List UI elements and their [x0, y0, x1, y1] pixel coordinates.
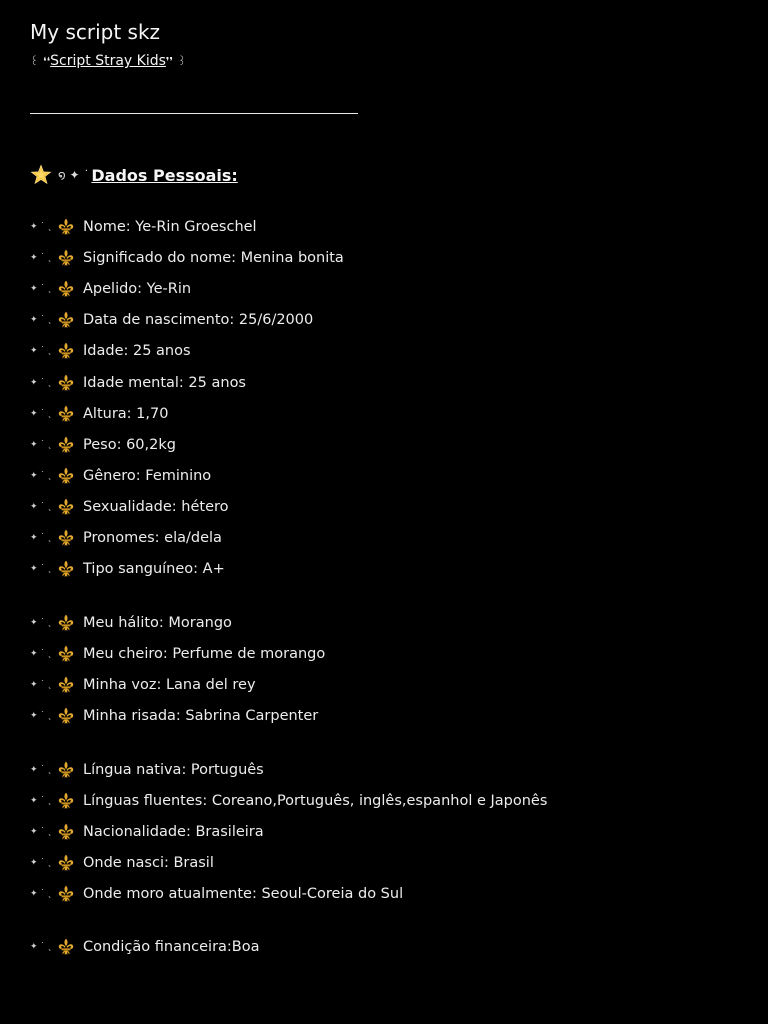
sparkle-decoration: ✦ ˙ ˎ: [30, 680, 53, 691]
sparkle-decoration: ✦ ˙ ˎ: [30, 942, 53, 952]
list-item: [30, 705, 318, 727]
list-item: [30, 309, 313, 331]
fleur-de-lis-icon: [56, 675, 76, 695]
sparkle-decoration: ✦ ˙ ˎ: [30, 253, 53, 264]
fleur-de-lis-icon: [56, 822, 76, 842]
list-item: [30, 527, 222, 549]
fleur-de-lis-icon: [56, 279, 76, 299]
sparkle-decoration: ✦ ˙ ˎ: [30, 533, 53, 543]
item-text: Peso: 60,2kg: [83, 436, 176, 453]
page-title: My script skz: [30, 20, 161, 44]
fleur-de-lis-icon: [56, 528, 76, 548]
sparkle-decoration: ✦ ˙ ˎ: [30, 564, 53, 575]
sparkle-decoration: ✦ ˙ ˎ: [30, 501, 53, 512]
item-text: Pronomes: ela/dela: [83, 530, 222, 546]
sparkle-decoration: ✦ ˙ ˎ: [30, 796, 53, 807]
subtitle-open-quote: ❛❛: [43, 55, 51, 68]
script-link[interactable]: Script Stray Kids: [50, 53, 166, 69]
list-item: [30, 372, 246, 394]
list-item: [30, 883, 403, 905]
item-text: Significado do nome: Menina bonita: [83, 250, 344, 267]
list-item: [30, 643, 325, 665]
fleur-de-lis-icon: [56, 373, 76, 393]
item-text: Idade: 25 anos: [83, 343, 191, 360]
item-text: Data de nascimento: 25/6/2000: [83, 312, 314, 329]
item-text: Idade mental: 25 anos: [83, 374, 246, 391]
list-item: [30, 216, 257, 238]
list-item: [30, 674, 256, 696]
section-heading: Dados Pessoais:: [91, 165, 238, 185]
fleur-de-lis-icon: [56, 466, 76, 486]
sparkle-decoration: ✦ ˙ ˎ: [30, 470, 53, 481]
sparkle-decoration: ✦ ˙ ˎ: [30, 649, 53, 660]
list-item: [30, 936, 260, 958]
sparkle-decoration: ✦ ˙ ˎ: [30, 439, 53, 450]
item-text: Meu hálito: Morango: [83, 615, 232, 631]
fleur-de-lis-icon: [56, 644, 76, 664]
subtitle-open-bracket: ꒰: [30, 55, 39, 68]
sparkle-decoration: ✦ ˙ ˎ: [30, 711, 53, 722]
list-item: [30, 403, 168, 425]
item-text: Meu cheiro: Perfume de morango: [83, 646, 326, 663]
list-item: [30, 852, 214, 874]
item-text: Nome: Ye-Rin Groeschel: [83, 219, 257, 235]
item-text: Onde moro atualmente: Seoul-Coreia do Sul: [83, 886, 404, 903]
subtitle-close-quote: ❜❜: [165, 55, 173, 68]
fleur-de-lis-icon: [56, 248, 76, 268]
fleur-de-lis-icon: [56, 613, 76, 633]
sparkle-decoration: ✦ ˙ ˎ: [30, 315, 53, 326]
fleur-de-lis-icon: [56, 791, 76, 811]
fleur-de-lis-icon: [56, 706, 76, 726]
item-text: Gênero: Feminino: [83, 467, 212, 484]
sparkle-decoration: ✦ ˙ ˎ: [30, 858, 53, 869]
fleur-de-lis-icon: [56, 884, 76, 904]
sparkle-decoration: ✦ ˙ ˎ: [30, 284, 53, 295]
list-item: [30, 790, 547, 812]
list-item: [30, 465, 211, 487]
sparkle-decoration: ✦ ˙ ˎ: [30, 377, 53, 388]
list-item: [30, 612, 232, 634]
fleur-de-lis-icon: [56, 497, 76, 517]
fleur-de-lis-icon: [56, 853, 76, 873]
fleur-de-lis-icon: [56, 760, 76, 780]
list-item: [30, 821, 264, 843]
fleur-de-lis-icon: [56, 937, 76, 957]
fleur-de-lis-icon: [56, 404, 76, 424]
sparkle-decoration: ✦ ˙ ˎ: [30, 765, 53, 775]
sparkle-decoration: ✦ ˙ ˎ: [30, 408, 53, 419]
item-text: Línguas fluentes: Coreano,Português, inglês,espanhol e Japonês: [83, 793, 548, 810]
sparkle-decoration: ✦ ˙ ˎ: [30, 618, 53, 628]
sparkle-decoration: ✦ ˙ ˎ: [30, 889, 53, 900]
item-text: Condição financeira:Boa: [83, 939, 260, 955]
subtitle-close-bracket: ꒱: [177, 55, 187, 68]
item-text: Minha voz: Lana del rey: [83, 677, 256, 694]
section-header: [30, 164, 238, 186]
fleur-de-lis-icon: [56, 310, 76, 330]
divider: [30, 113, 358, 114]
section-decoration: ໑ ✦ ˙: [58, 168, 90, 182]
sparkle-decoration: ✦ ˙ ˎ: [30, 346, 53, 357]
item-text: Apelido: Ye-Rin: [83, 281, 192, 298]
item-text: Nacionalidade: Brasileira: [83, 824, 264, 841]
list-item: [30, 340, 191, 362]
list-item: [30, 434, 176, 456]
fleur-de-lis-icon: [56, 559, 76, 579]
item-text: Tipo sanguíneo: A+: [83, 561, 225, 578]
item-text: Minha risada: Sabrina Carpenter: [83, 708, 319, 725]
sparkle-decoration: ✦ ˙ ˎ: [30, 827, 53, 838]
item-text: Sexualidade: hétero: [83, 498, 229, 515]
item-text: Língua nativa: Português: [83, 762, 264, 778]
list-item: [30, 247, 344, 269]
fleur-de-lis-icon: [56, 217, 76, 237]
fleur-de-lis-icon: [56, 341, 76, 361]
list-item: [30, 496, 229, 518]
fleur-de-lis-icon: [56, 435, 76, 455]
subtitle: [30, 53, 186, 69]
item-text: Altura: 1,70: [83, 405, 169, 422]
list-item: [30, 278, 191, 300]
list-item: [30, 759, 264, 781]
glowing-star-icon: [30, 164, 52, 186]
sparkle-decoration: ✦ ˙ ˎ: [30, 222, 53, 232]
list-item: [30, 558, 225, 580]
item-text: Onde nasci: Brasil: [83, 855, 214, 872]
